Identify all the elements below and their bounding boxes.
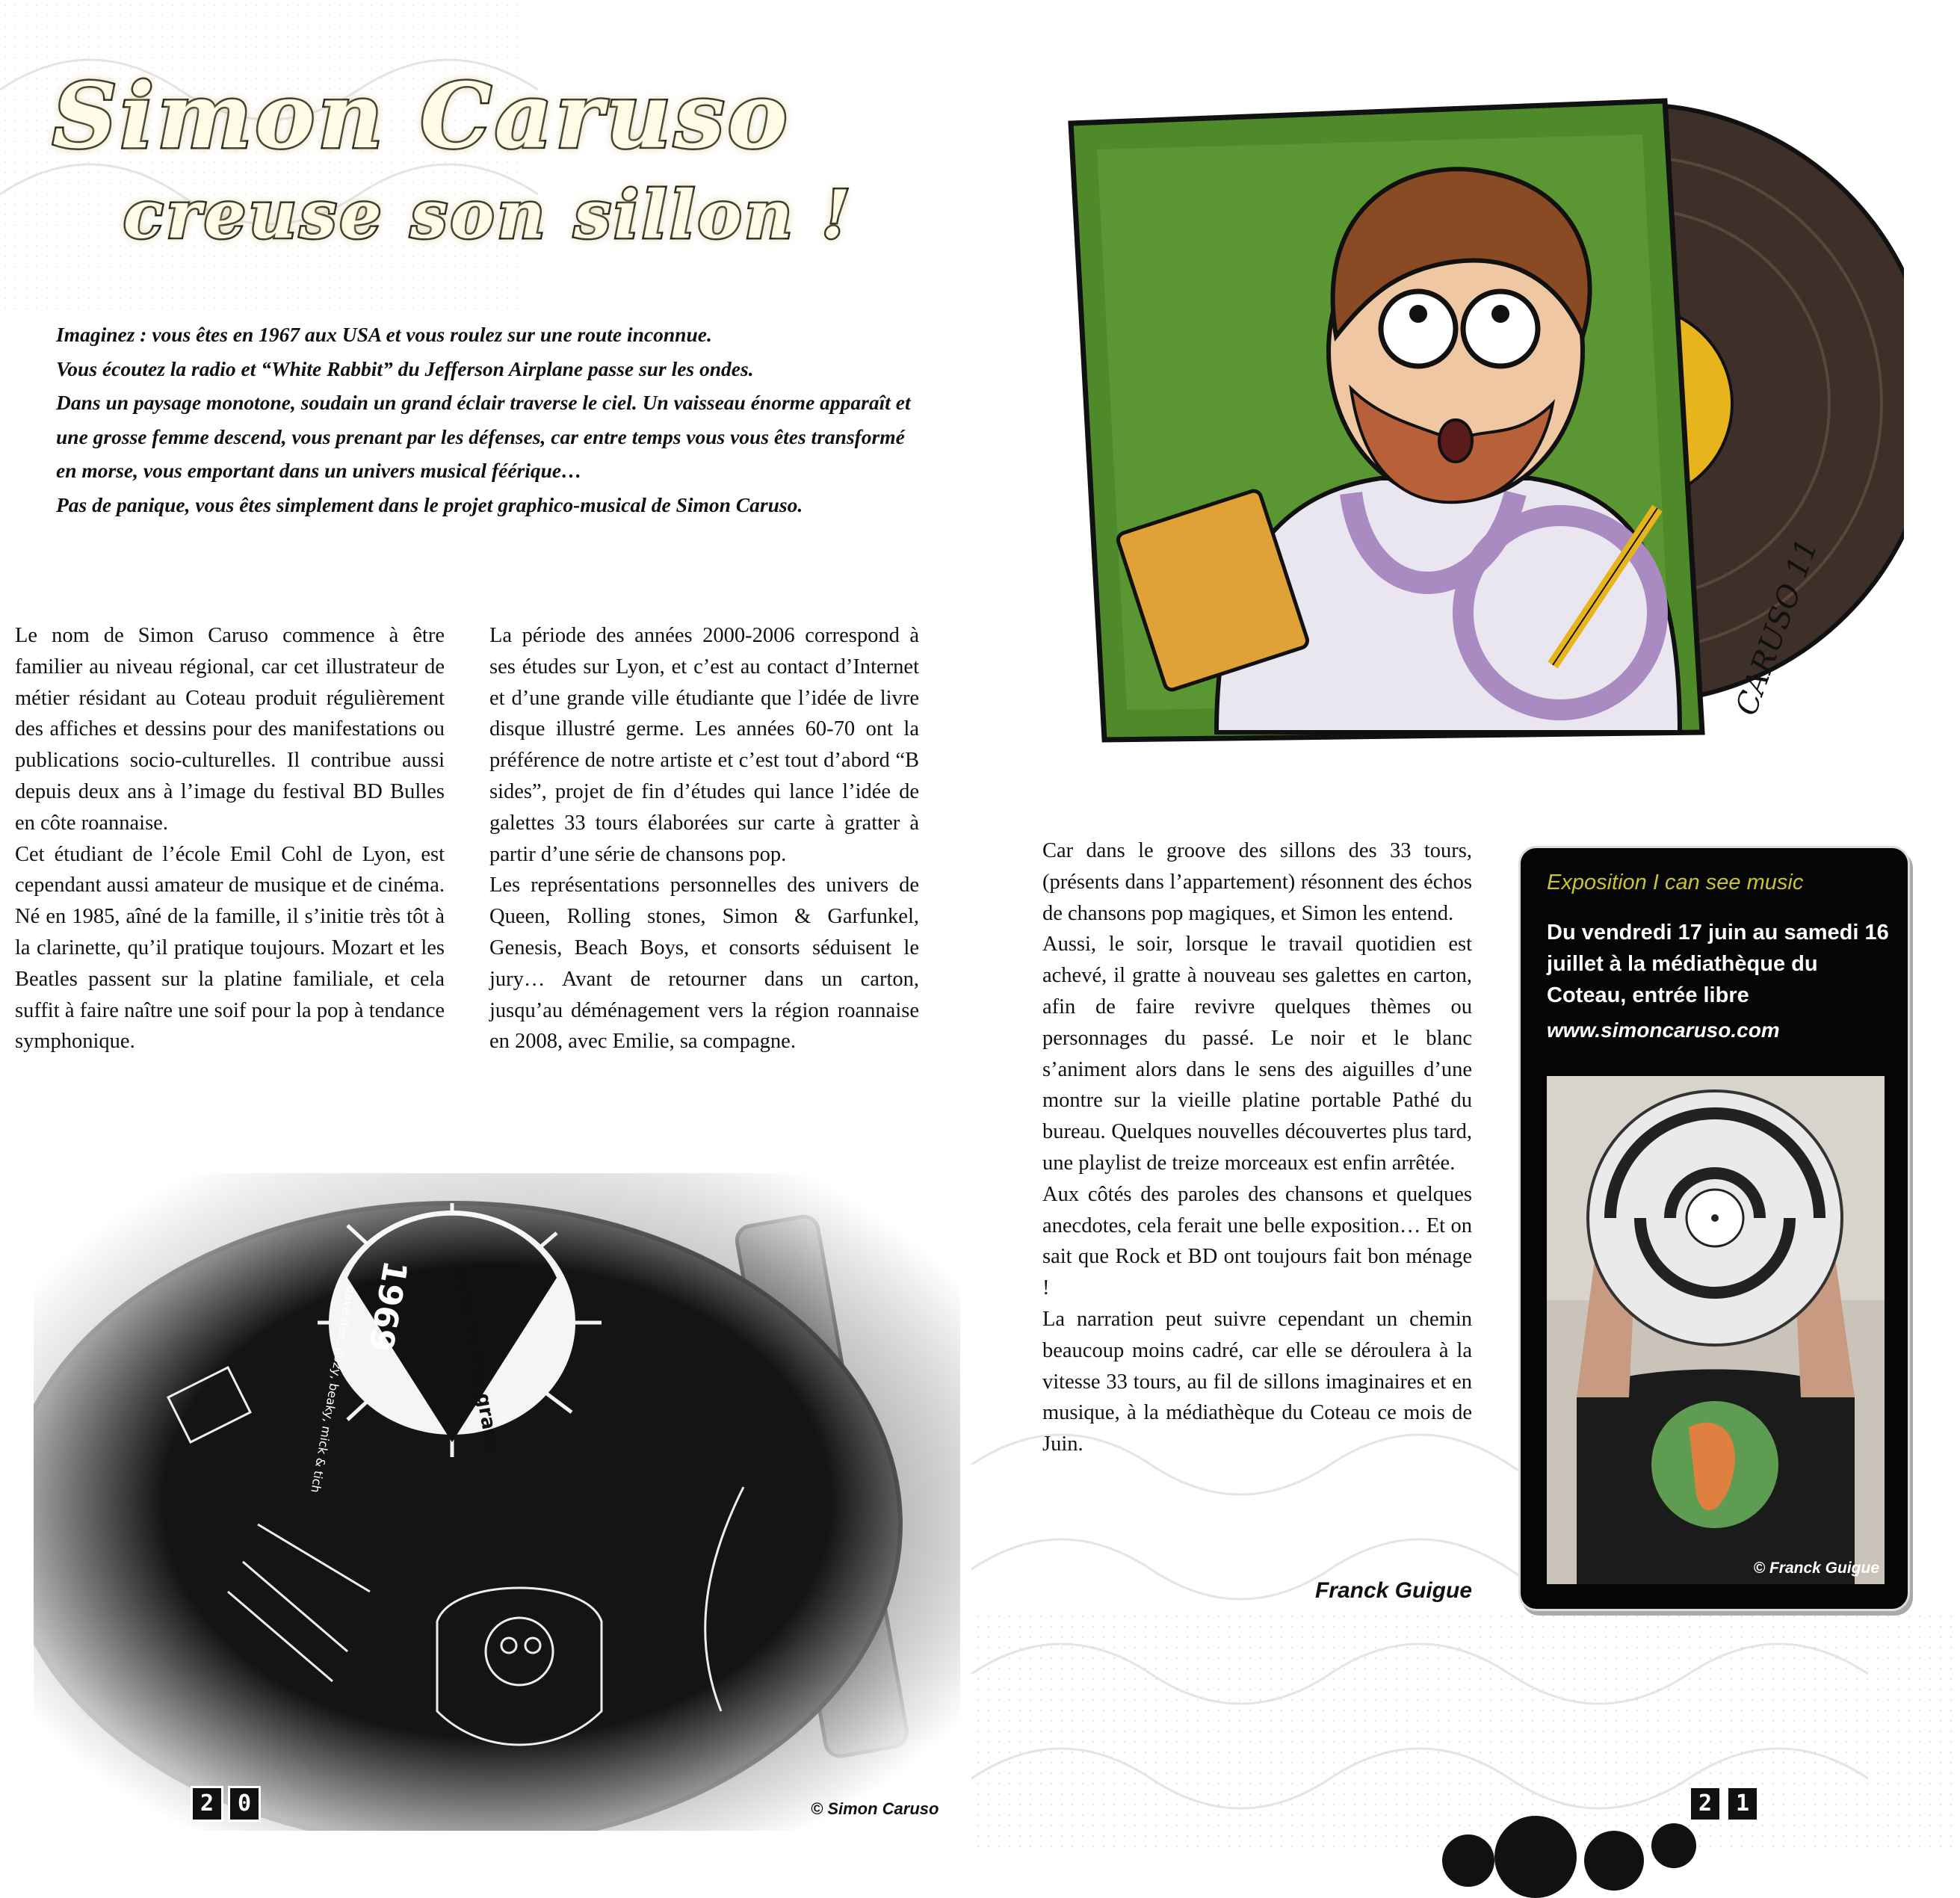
- ink-blob-decoration: [1651, 1823, 1696, 1868]
- lead-line: Vous écoutez la radio et “White Rabbit” du Jefferson Airplane passe sur les ondes.: [56, 356, 754, 380]
- turntable-photo: [34, 1173, 960, 1831]
- page-number-right: [1689, 1786, 1759, 1822]
- ink-blob-decoration: [1584, 1831, 1644, 1891]
- lead-paragraph: [56, 318, 915, 522]
- page-number-left: [191, 1786, 261, 1822]
- lead-line: Dans un paysage monotone, soudain un grand éclair traverse le ciel. Un vaisseau énorme apparaît et une grosse femme descend, vous prenant par les défenses, car entre temps vous vous êtes transformé en morse, vous emportant dans un univers musical féérique…: [56, 391, 911, 482]
- photo-credit: © Simon Caruso: [811, 1799, 939, 1818]
- article-column-1: [15, 620, 445, 1057]
- article-column-3: [1042, 835, 1472, 1460]
- ink-blob-decoration: [1442, 1834, 1494, 1887]
- illustration-signature: CARUSO 11: [1729, 534, 1825, 720]
- paragraph: La période des années 2000-2006 correspond à ses études sur Lyon, et c’est au contact d’Internet et d’une grande ville étudiante que l’idée de livre disque illustré germe. Les années 60-70 ont la préférence de notre artiste et c’est tout d’abord “B sides”, projet de fin d’études qui lance l’idée de galettes 33 tours élaborées sur carte à gratter à partir d’une série de chansons pop.: [489, 624, 919, 866]
- exhibition-dates: Du vendredi 17 juin au samedi 16 juillet à la médiathèque du Coteau, entrée libre: [1547, 921, 1889, 1007]
- headline-line1: Simon Caruso: [52, 64, 791, 169]
- headline-line2: creuse son sillon !: [123, 176, 853, 253]
- ink-blob-decoration: [1494, 1816, 1577, 1898]
- paragraph: Le nom de Simon Caruso commence à être familier au niveau régional, car cet illustrateur de métier résidant au Coteau produit régulièrement des affiches et dessins pour des manifestations ou publications socio-culturelles. Il contribue aussi depuis deux ans à l’image du festival BD Bulles en côte roannaise.: [15, 624, 445, 835]
- lead-line: Pas de panique, vous êtes simplement dans le projet graphico-musical de Simon Caruso.: [56, 492, 803, 516]
- page-digit: 1: [1726, 1786, 1759, 1822]
- exhibition-photo: [1547, 1076, 1885, 1584]
- exhibition-box: [1518, 846, 1910, 1611]
- paragraph: Cet étudiant de l’école Emil Cohl de Lyon, est cependant aussi amateur de musique et de cinéma. Né en 1985, aîné de la famille, il s’initie très tôt à la clarinette, qu’il pratique toujours. Mozart et les Beatles passent sur la platine familiale, et cela suffit à faire naître une soif pour la pop à tendance symphonique.: [15, 842, 445, 1054]
- cartoon-illustration: [1067, 90, 1904, 747]
- article-column-2: [489, 620, 919, 1057]
- exhibition-website-link[interactable]: www.simoncaruso.com: [1547, 1018, 1780, 1042]
- paragraph: Aux côtés des paroles des chansons et quelques anecdotes, cela ferait une belle exposition… Et on sait que Rock et BD ont toujours fait bon ménage !: [1042, 1182, 1472, 1300]
- paragraph: Les représentations personnelles des univers de Queen, Rolling stones, Simon & Garfunkel, Genesis, Beach Boys, et consorts séduisent le jury… Avant de retourner dans un carton, jusqu’au déménagement vers la région roannaise en 2008, avec Emilie, sa compagne.: [489, 874, 919, 1054]
- paragraph: Aussi, le soir, lorsque le travail quotidien est achevé, il gratte à nouveau ses galettes en carton, afin de faire revivre quelques thèmes ou personnages du passé. Le noir et le blanc s’animent alors dans le sens des aiguilles d’une montre sur la vieille platine portable Pathé du bureau. Quelques nouvelles découvertes plus tard, une playlist de treize morceaux est enfin arrêtée.: [1042, 933, 1472, 1175]
- page-digit: 2: [1689, 1786, 1722, 1822]
- exhibition-photo-credit: © Franck Guigue: [1753, 1559, 1879, 1577]
- lead-line: Imaginez : vous êtes en 1967 aux USA et vous roulez sur une route inconnue.: [56, 323, 712, 346]
- exhibition-title: Exposition I can see music: [1547, 871, 1804, 894]
- page-digit: 2: [191, 1786, 223, 1822]
- paragraph: Car dans le groove des sillons des 33 tours, (présents dans l’appartement) résonnent des échos de chansons pop magiques, et Simon les entend.: [1042, 839, 1472, 925]
- page-digit: 0: [228, 1786, 261, 1822]
- author-signature: Franck Guigue: [1314, 1578, 1472, 1603]
- paragraph: La narration peut suivre cependant un chemin beaucoup moins cadré, car elle se déroulera à la vitesse 33 tours, au fil de sillons imaginaires et en musique, à la médiathèque du Coteau ce mois de Juin.: [1042, 1307, 1472, 1456]
